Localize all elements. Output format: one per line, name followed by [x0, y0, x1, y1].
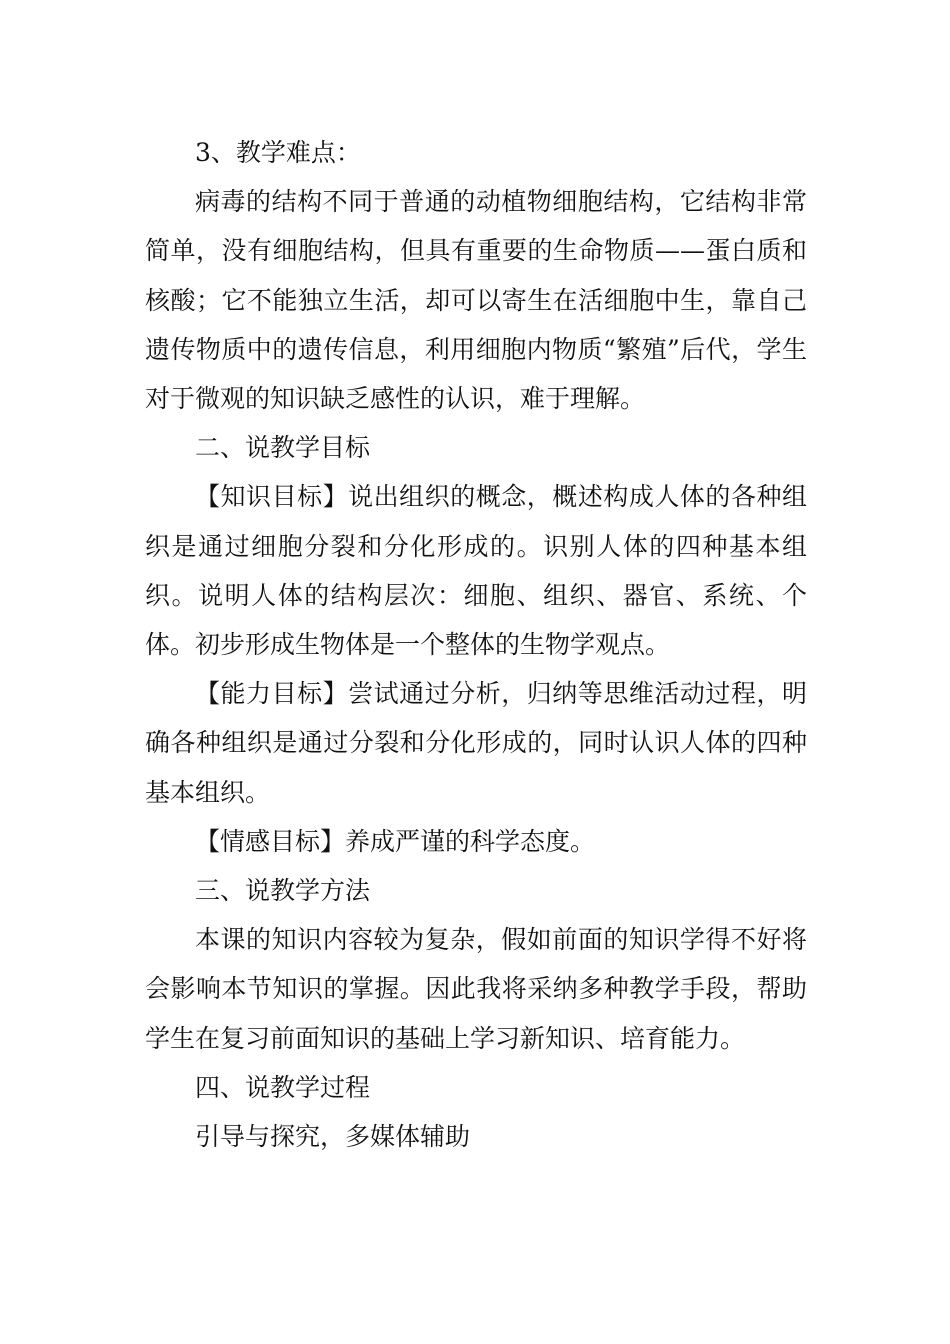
paragraph-process: 引导与探究，多媒体辅助 [195, 1122, 471, 1152]
heading-teaching-methods: 三、说教学方法 [195, 876, 371, 906]
document-page [145, 128, 807, 1161]
paragraph-virus-structure: 病毒的结构不同于普通的动植物细胞结构，它结构非常简单，没有细胞结构，但具有重要的生命物质——蛋白质和核酸；它不能独立生活，却可以寄生在活细胞中生，靠自己遗传物质中的遗传信息，利用细胞内物质“繁殖”后代，学生对于微观的知识缺乏感性的认识，难于理解。 [145, 187, 807, 414]
paragraph-knowledge-objective: 【知识目标】说出组织的概念，概述构成人体的各种组织是通过细胞分裂和分化形成的。识别人体的四种基本组织。说明人体的结构层次：细胞、组织、器官、系统、个体。初步形成生物体是一个整体的生物学观点。 [145, 482, 807, 660]
heading-teaching-process: 四、说教学过程 [195, 1072, 371, 1102]
paragraph-emotion-objective: 【情感目标】养成严谨的科学态度。 [195, 826, 596, 856]
paragraph-ability-objective: 【能力目标】尝试通过分析，归纳等思维活动过程，明确各种组织是通过分裂和分化形成的，同时认识人体的四种基本组织。 [145, 679, 807, 807]
heading-teaching-objectives: 二、说教学目标 [195, 433, 371, 463]
paragraph-methods: 本课的知识内容较为复杂，假如前面的知识学得不好将会影响本节知识的掌握。因此我将采纳多种教学手段，帮助学生在复习前面知识的基础上学习新知识、培育能力。 [145, 925, 807, 1053]
heading-teaching-difficulty: 3、教学难点： [195, 138, 361, 167]
